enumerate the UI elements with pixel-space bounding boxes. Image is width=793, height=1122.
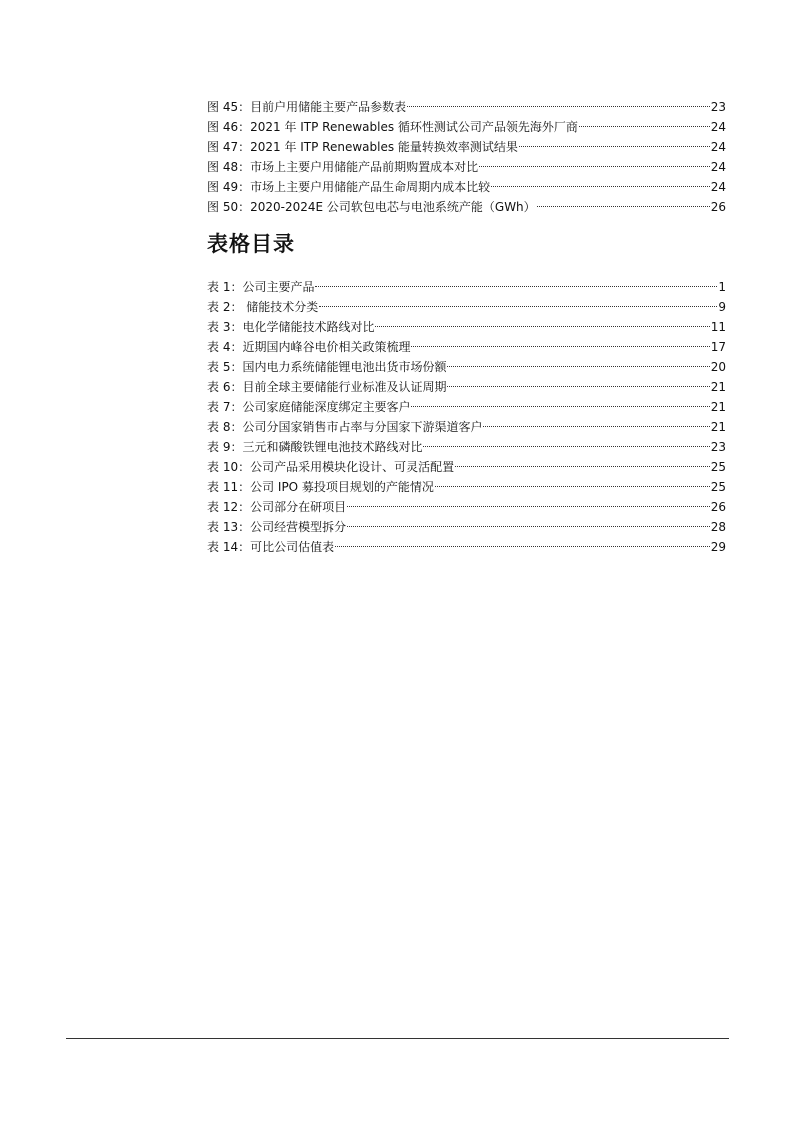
toc-entry[interactable] — [207, 297, 726, 317]
figure-list — [207, 97, 726, 217]
toc-entry-label: 图 47：2021 年 ITP Renewables 能量转换效率测试结果 — [207, 140, 518, 154]
toc-entry-label: 表 5：国内电力系统储能锂电池出货市场份额 — [207, 360, 447, 374]
toc-leader-dots — [423, 446, 709, 447]
toc-entry-page: 25 — [710, 460, 726, 474]
toc-entry-label: 表 6：目前全球主要储能行业标准及认证周期 — [207, 380, 447, 394]
toc-entry-label: 图 50：2020-2024E 公司软包电芯与电池系统产能（GWh） — [207, 200, 536, 214]
toc-leader-dots — [519, 146, 710, 147]
toc-entry-label: 表 3：电化学储能技术路线对比 — [207, 320, 375, 334]
toc-entry[interactable] — [207, 357, 726, 377]
toc-entry[interactable] — [207, 517, 726, 537]
toc-entry-label: 表 13：公司经营模型拆分 — [207, 520, 347, 534]
toc-entry-label: 表 9：三元和磷酸铁锂电池技术路线对比 — [207, 440, 423, 454]
toc-entry-label: 表 2： 储能技术分类 — [207, 300, 319, 314]
toc-entry-page: 24 — [710, 120, 726, 134]
toc-leader-dots — [411, 406, 709, 407]
toc-leader-dots — [447, 386, 709, 387]
toc-leader-dots — [315, 286, 717, 287]
toc-entry-label: 表 10：公司产品采用模块化设计、可灵活配置 — [207, 460, 455, 474]
toc-entry-page: 23 — [710, 100, 726, 114]
toc-entry-label: 表 14：可比公司估值表 — [207, 540, 335, 554]
toc-entry[interactable] — [207, 397, 726, 417]
toc-entry[interactable] — [207, 417, 726, 437]
toc-leader-dots — [579, 126, 710, 127]
toc-entry-label: 表 1：公司主要产品 — [207, 280, 315, 294]
toc-entry-page: 24 — [710, 160, 726, 174]
toc-entry[interactable] — [207, 477, 726, 497]
toc-leader-dots — [347, 506, 710, 507]
toc-entry-label: 表 8：公司分国家销售市占率与分国家下游渠道客户 — [207, 420, 483, 434]
toc-leader-dots — [335, 546, 710, 547]
toc-entry[interactable] — [207, 497, 726, 517]
toc-entry[interactable] — [207, 457, 726, 477]
toc-entry-label: 图 48：市场上主要户用储能产品前期购置成本对比 — [207, 160, 479, 174]
toc-leader-dots — [375, 326, 709, 327]
toc-entry-label: 表 11：公司 IPO 募投项目规划的产能情况 — [207, 480, 434, 494]
footer-divider — [66, 1038, 729, 1039]
toc-entry-page: 25 — [710, 480, 726, 494]
toc-leader-dots — [479, 166, 710, 167]
toc-entry-page: 1 — [718, 280, 726, 294]
toc-entry[interactable] — [207, 277, 726, 297]
toc-entry-label: 表 4：近期国内峰谷电价相关政策梳理 — [207, 340, 411, 354]
toc-entry[interactable] — [207, 157, 726, 177]
toc-entry-page: 21 — [710, 420, 726, 434]
toc-leader-dots — [347, 526, 710, 527]
toc-leader-dots — [537, 206, 710, 207]
toc-entry-page: 11 — [710, 320, 726, 334]
toc-entry[interactable] — [207, 97, 726, 117]
toc-entry-page: 23 — [710, 440, 726, 454]
toc-entry-page: 26 — [710, 200, 726, 214]
table-index-heading: 表格目录 — [207, 232, 295, 256]
toc-leader-dots — [455, 466, 710, 467]
toc-entry[interactable] — [207, 317, 726, 337]
toc-entry-label: 表 12：公司部分在研项目 — [207, 500, 347, 514]
toc-entry[interactable] — [207, 337, 726, 357]
toc-entry-page: 9 — [718, 300, 726, 314]
toc-entry-label: 图 45：目前户用储能主要产品参数表 — [207, 100, 407, 114]
toc-leader-dots — [483, 426, 709, 427]
toc-entry-page: 29 — [710, 540, 726, 554]
toc-entry[interactable] — [207, 537, 726, 557]
toc-entry[interactable] — [207, 177, 726, 197]
toc-entry-page: 17 — [710, 340, 726, 354]
toc-entry-page: 26 — [710, 500, 726, 514]
toc-leader-dots — [319, 306, 717, 307]
table-list — [207, 277, 726, 557]
toc-entry[interactable] — [207, 437, 726, 457]
toc-leader-dots — [435, 486, 710, 487]
toc-entry-label: 图 46：2021 年 ITP Renewables 循环性测试公司产品领先海外厂商 — [207, 120, 578, 134]
toc-entry-label: 表 7：公司家庭储能深度绑定主要客户 — [207, 400, 411, 414]
toc-entry[interactable] — [207, 117, 726, 137]
toc-entry[interactable] — [207, 377, 726, 397]
toc-leader-dots — [411, 346, 709, 347]
toc-entry-page: 24 — [710, 180, 726, 194]
toc-entry-page: 28 — [710, 520, 726, 534]
toc-entry[interactable] — [207, 197, 726, 217]
toc-leader-dots — [407, 106, 710, 107]
toc-entry-label: 图 49：市场上主要户用储能产品生命周期内成本比较 — [207, 180, 491, 194]
toc-entry[interactable] — [207, 137, 726, 157]
toc-entry-page: 21 — [710, 380, 726, 394]
toc-leader-dots — [491, 186, 710, 187]
toc-entry-page: 24 — [710, 140, 726, 154]
toc-leader-dots — [447, 366, 709, 367]
toc-entry-page: 21 — [710, 400, 726, 414]
toc-entry-page: 20 — [710, 360, 726, 374]
